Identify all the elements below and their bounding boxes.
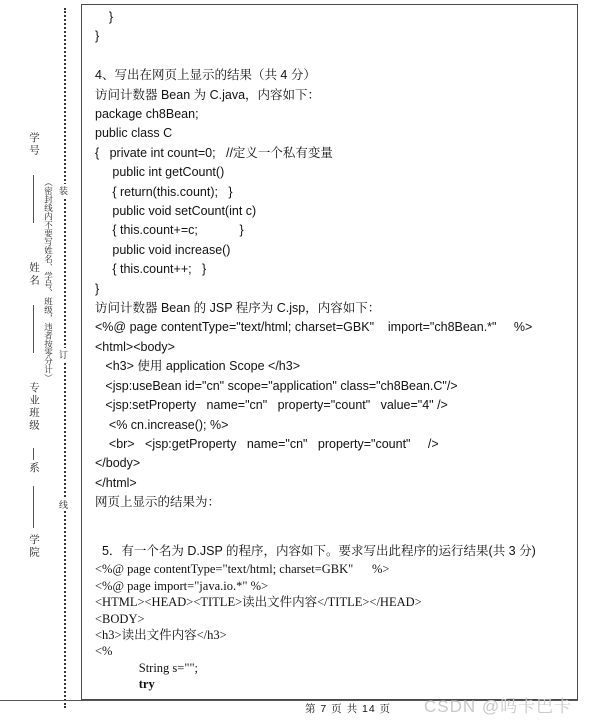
code-line: <HTML><HEAD><TITLE>读出文件内容</TITLE></HEAD> xyxy=(95,595,422,610)
margin-rule-1 xyxy=(33,175,34,223)
content-line: } xyxy=(95,10,114,24)
content-line: { this.count++; } xyxy=(95,262,207,277)
content-line: { return(this.count); } xyxy=(95,184,233,199)
content-line: public void setCount(int c) xyxy=(95,204,257,219)
binding-char-xian: 线 xyxy=(58,500,68,509)
content-line: <% cn.increase(); %> xyxy=(95,417,229,432)
code-line: <%@ page contentType="text/html; charset=GBK" %> xyxy=(95,562,390,577)
content-line: public void increase() xyxy=(95,242,231,257)
csdn-watermark: CSDN @吗卡巴卡 xyxy=(424,697,573,716)
margin-label-major-class: 专业班级 xyxy=(28,382,40,432)
binding-char-zhuang: 装 xyxy=(58,186,68,195)
content-line: 访问计数器 Bean 为 C.java，内容如下： xyxy=(95,87,321,102)
margin-label-student-id: 学号 xyxy=(28,132,40,157)
content-line: <jsp:useBean id="cn" scope="application" class="ch8Bean.C"/> xyxy=(95,378,458,393)
content-line: </body> xyxy=(95,456,141,471)
margin-rule-4 xyxy=(33,486,34,528)
code-line: <BODY> xyxy=(95,611,145,626)
margin-label-name: 姓名 xyxy=(28,262,40,287)
content-line: <%@ page contentType="text/html; charset=GBK" import="ch8Bean.*" %> xyxy=(95,320,533,335)
content-line: <br> <jsp:getProperty name="cn" property="count" /> xyxy=(95,436,439,451)
code-line: String s=""; xyxy=(95,660,199,675)
djsp-code-block xyxy=(95,561,565,692)
question-5-heading: 5．有一个名为 D.JSP 的程序，内容如下。要求写出此程序的运行结果(共 3 分) xyxy=(95,543,536,558)
content-line: public class C xyxy=(95,126,173,141)
content-line: <jsp:setProperty name="cn" property="count" value="4" /> xyxy=(95,398,448,413)
binding-char-ding: 订 xyxy=(58,350,68,359)
margin-rule-2 xyxy=(33,305,34,353)
question-4-heading: 4、写出在网页上显示的结果（共 4 分） xyxy=(95,68,316,83)
code-line: <h3>读出文件内容</h3> xyxy=(95,627,227,642)
code-line: <% xyxy=(95,644,113,659)
margin-label-college: 学院 xyxy=(28,534,40,559)
content-line: <html><body> xyxy=(95,339,175,354)
content-line: 访问计数器 Bean 的 JSP 程序为 C.jsp，内容如下： xyxy=(95,301,381,316)
content-line: package ch8Bean; xyxy=(95,107,199,122)
content-line-spacer xyxy=(95,532,565,542)
margin-rule-3 xyxy=(33,448,34,460)
content-line: <h3> 使用 application Scope </h3> xyxy=(95,359,300,374)
margin-sealing-note: （密封线内不要写姓名、学号、班级，违者按零分计） xyxy=(43,178,54,382)
content-line: 网页上显示的结果为： xyxy=(95,495,221,510)
code-line: <%@ page import="java.io.*" %> xyxy=(95,578,269,593)
content-line: } xyxy=(95,281,100,296)
content-line: } xyxy=(95,29,100,44)
content-line-spacer xyxy=(95,513,565,532)
page-number-footer: 第 7 页 共 14 页 xyxy=(305,703,392,715)
margin-label-department: 系 xyxy=(28,462,40,475)
content-line: public int getCount() xyxy=(95,165,225,180)
exam-content xyxy=(95,8,565,696)
content-line-spacer xyxy=(95,47,565,66)
content-line: { this.count+=c; } xyxy=(95,223,244,238)
content-line: </html> xyxy=(95,475,137,490)
content-line: { private int count=0; //定义一个私有变量 xyxy=(95,145,333,160)
binding-margin-column xyxy=(0,0,80,724)
code-line: try xyxy=(95,677,155,692)
